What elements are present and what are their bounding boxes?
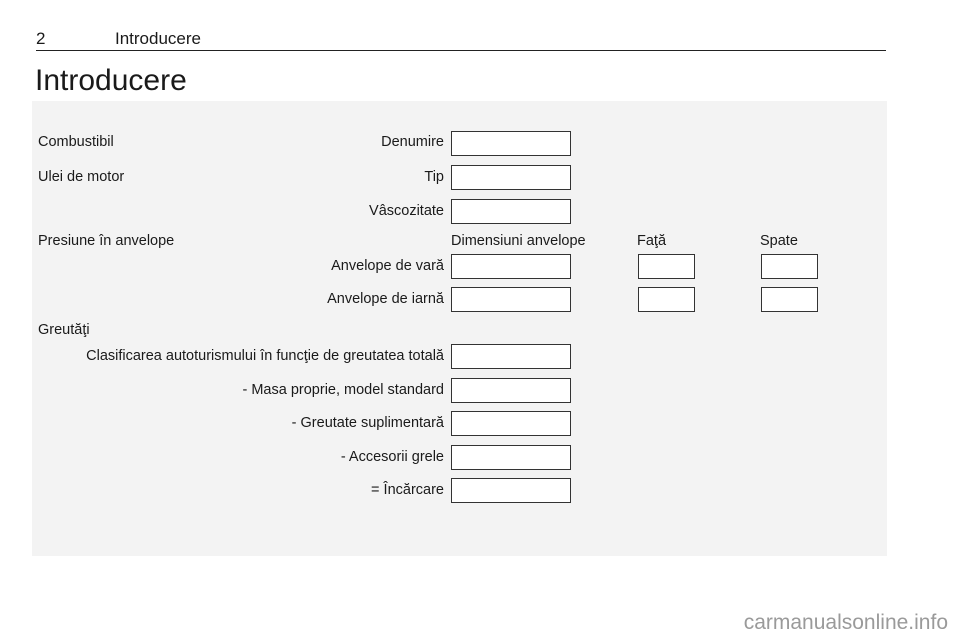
total-weight-label: Clasificarea autoturismului în funcţie de greutatea totală xyxy=(86,348,444,364)
winter-front-pressure-field[interactable] xyxy=(638,287,695,312)
tire-pressure-label: Presiune în anvelope xyxy=(38,233,175,249)
winter-tires-label: Anvelope de iarnă xyxy=(327,291,444,307)
own-mass-label: - Masa proprie, model standard xyxy=(242,382,444,398)
tire-size-column: Dimensiuni anvelope xyxy=(451,233,586,249)
fuel-name-label: Denumire xyxy=(381,134,444,150)
winter-rear-pressure-field[interactable] xyxy=(761,287,818,312)
winter-tire-size-field[interactable] xyxy=(451,287,571,312)
extra-weight-label: - Greutate suplimentară xyxy=(291,415,444,431)
heavy-accessories-label: - Accesorii grele xyxy=(340,449,444,465)
summer-front-pressure-field[interactable] xyxy=(638,254,695,279)
load-field[interactable] xyxy=(451,478,571,503)
load-label: = Încărcare xyxy=(371,482,444,498)
summer-tire-size-field[interactable] xyxy=(451,254,571,279)
oil-viscosity-label: Vâscozitate xyxy=(369,203,444,219)
tire-front-column: Faţă xyxy=(637,233,667,249)
page-number: 2 xyxy=(36,29,46,48)
summer-tires-label: Anvelope de vară xyxy=(331,258,444,274)
total-weight-field[interactable] xyxy=(451,344,571,369)
header-rule xyxy=(36,50,886,51)
oil-type-label: Tip xyxy=(424,169,444,185)
header-section: Introducere xyxy=(115,29,201,48)
heavy-accessories-field[interactable] xyxy=(451,445,571,470)
watermark: carmanualsonline.info xyxy=(743,611,948,634)
summer-rear-pressure-field[interactable] xyxy=(761,254,818,279)
oil-type-field[interactable] xyxy=(451,165,571,190)
fuel-label: Combustibil xyxy=(38,134,114,150)
oil-viscosity-field[interactable] xyxy=(451,199,571,224)
oil-label: Ulei de motor xyxy=(38,169,125,185)
own-mass-field[interactable] xyxy=(451,378,571,403)
page-title: Introducere xyxy=(35,64,187,97)
tire-rear-column: Spate xyxy=(760,233,798,249)
fuel-name-field[interactable] xyxy=(451,131,571,156)
extra-weight-field[interactable] xyxy=(451,411,571,436)
weights-label: Greutăţi xyxy=(38,322,90,338)
